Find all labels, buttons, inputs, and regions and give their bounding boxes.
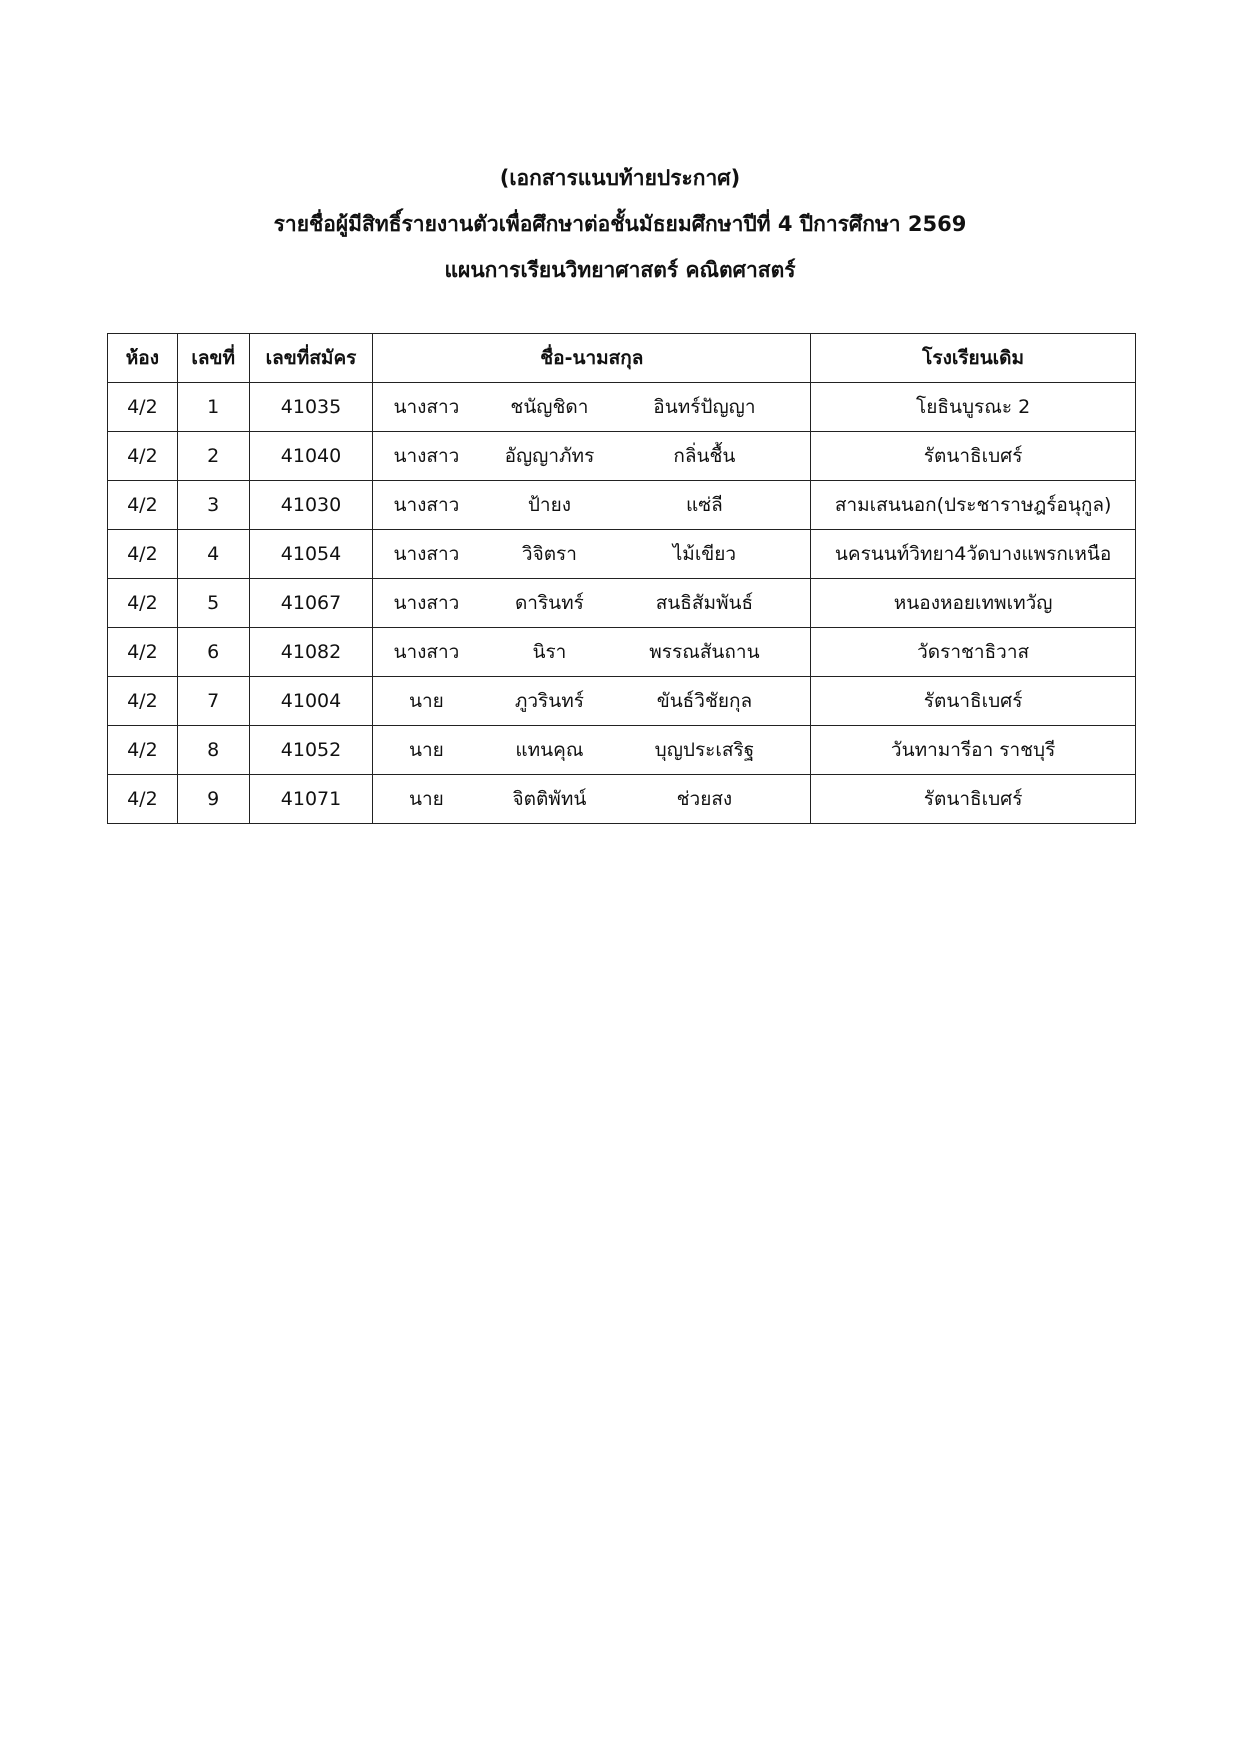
cell-school: โยธินบูรณะ 2 xyxy=(811,383,1136,432)
cell-applicant-no: 41054 xyxy=(249,530,373,579)
cell-applicant-no: 41067 xyxy=(249,579,373,628)
cell-number: 3 xyxy=(177,481,249,530)
cell-name xyxy=(373,432,811,481)
cell-name xyxy=(373,677,811,726)
student-roster-table xyxy=(107,333,1136,824)
first-name: อัญญาภัทร xyxy=(504,445,595,467)
cell-name xyxy=(373,579,811,628)
cell-room: 4/2 xyxy=(108,383,178,432)
document-heading-1: (เอกสารแนบท้ายประกาศ) xyxy=(499,166,741,190)
table-row xyxy=(108,677,1136,726)
name-prefix: นาย xyxy=(409,739,444,761)
first-name: จิตติพัทน์ xyxy=(512,788,587,810)
table-row xyxy=(108,530,1136,579)
table-body xyxy=(108,383,1136,824)
table-row xyxy=(108,579,1136,628)
table-row xyxy=(108,432,1136,481)
name-prefix: นางสาว xyxy=(393,445,460,467)
cell-room: 4/2 xyxy=(108,432,178,481)
cell-applicant-no: 41071 xyxy=(249,775,373,824)
last-name: บุญประเสริฐ xyxy=(654,739,755,761)
first-name: ชนัญชิดา xyxy=(510,396,589,418)
cell-name xyxy=(373,726,811,775)
cell-school: รัตนาธิเบศร์ xyxy=(811,432,1136,481)
cell-number: 5 xyxy=(177,579,249,628)
cell-school: วัดราชาธิวาส xyxy=(811,628,1136,677)
first-name: ป้ายง xyxy=(527,494,571,516)
name-prefix: นางสาว xyxy=(393,494,460,516)
cell-name xyxy=(373,481,811,530)
last-name: พรรณสันถาน xyxy=(649,641,760,663)
header-name: ชื่อ-นามสกุล xyxy=(373,334,811,383)
table-row xyxy=(108,481,1136,530)
table-header-row xyxy=(108,334,1136,383)
cell-number: 8 xyxy=(177,726,249,775)
document-heading-3: แผนการเรียนวิทยาศาสตร์ คณิตศาสตร์ xyxy=(444,258,796,282)
cell-number: 1 xyxy=(177,383,249,432)
table-row xyxy=(108,775,1136,824)
name-prefix: นางสาว xyxy=(393,592,460,614)
cell-room: 4/2 xyxy=(108,677,178,726)
cell-room: 4/2 xyxy=(108,530,178,579)
name-prefix: นาย xyxy=(409,788,444,810)
header-room: ห้อง xyxy=(108,334,178,383)
cell-room: 4/2 xyxy=(108,726,178,775)
cell-number: 4 xyxy=(177,530,249,579)
cell-room: 4/2 xyxy=(108,775,178,824)
last-name: กลิ่นชื้น xyxy=(673,445,736,467)
cell-number: 2 xyxy=(177,432,249,481)
cell-school: สามเสนนอก(ประชาราษฎร์อนุกูล) xyxy=(811,481,1136,530)
cell-school: รัตนาธิเบศร์ xyxy=(811,677,1136,726)
cell-school: รัตนาธิเบศร์ xyxy=(811,775,1136,824)
header-applicant-no: เลขที่สมัคร xyxy=(249,334,373,383)
table-row xyxy=(108,628,1136,677)
cell-applicant-no: 41052 xyxy=(249,726,373,775)
first-name: นิรา xyxy=(532,641,567,663)
cell-school: นครนนท์วิทยา4วัดบางแพรกเหนือ xyxy=(811,530,1136,579)
cell-applicant-no: 41040 xyxy=(249,432,373,481)
cell-room: 4/2 xyxy=(108,481,178,530)
last-name: อินทร์ปัญญา xyxy=(653,396,756,418)
last-name: ขันธ์วิชัยกุล xyxy=(656,690,753,712)
name-prefix: นางสาว xyxy=(393,543,460,565)
cell-number: 6 xyxy=(177,628,249,677)
cell-school: หนองหอยเทพเทวัญ xyxy=(811,579,1136,628)
last-name: แซ่ลี xyxy=(686,494,723,516)
cell-school: วันทามารีอา ราชบุรี xyxy=(811,726,1136,775)
document-heading-2: รายชื่อผู้มีสิทธิ์รายงานตัวเพื่อศึกษาต่อชั้นมัธยมศึกษาปีที่ 4 ปีการศึกษา 2569 xyxy=(273,212,967,236)
header-number: เลขที่ xyxy=(177,334,249,383)
name-prefix: นาย xyxy=(409,690,444,712)
cell-applicant-no: 41004 xyxy=(249,677,373,726)
first-name: วิจิตรา xyxy=(521,543,577,565)
cell-room: 4/2 xyxy=(108,628,178,677)
first-name: ดารินทร์ xyxy=(514,592,584,614)
cell-name xyxy=(373,775,811,824)
cell-name xyxy=(373,530,811,579)
last-name: สนธิสัมพันธ์ xyxy=(655,592,754,614)
last-name: ช่วยสง xyxy=(676,788,733,810)
first-name: ภูวรินทร์ xyxy=(514,690,584,712)
last-name: ไม้เขียว xyxy=(672,543,737,565)
cell-number: 9 xyxy=(177,775,249,824)
cell-number: 7 xyxy=(177,677,249,726)
cell-applicant-no: 41030 xyxy=(249,481,373,530)
cell-room: 4/2 xyxy=(108,579,178,628)
header-school: โรงเรียนเดิม xyxy=(811,334,1136,383)
table-row xyxy=(108,383,1136,432)
cell-name xyxy=(373,628,811,677)
cell-applicant-no: 41082 xyxy=(249,628,373,677)
cell-name xyxy=(373,383,811,432)
name-prefix: นางสาว xyxy=(393,641,460,663)
table-row xyxy=(108,726,1136,775)
first-name: แทนคุณ xyxy=(515,739,584,761)
name-prefix: นางสาว xyxy=(393,396,460,418)
cell-applicant-no: 41035 xyxy=(249,383,373,432)
